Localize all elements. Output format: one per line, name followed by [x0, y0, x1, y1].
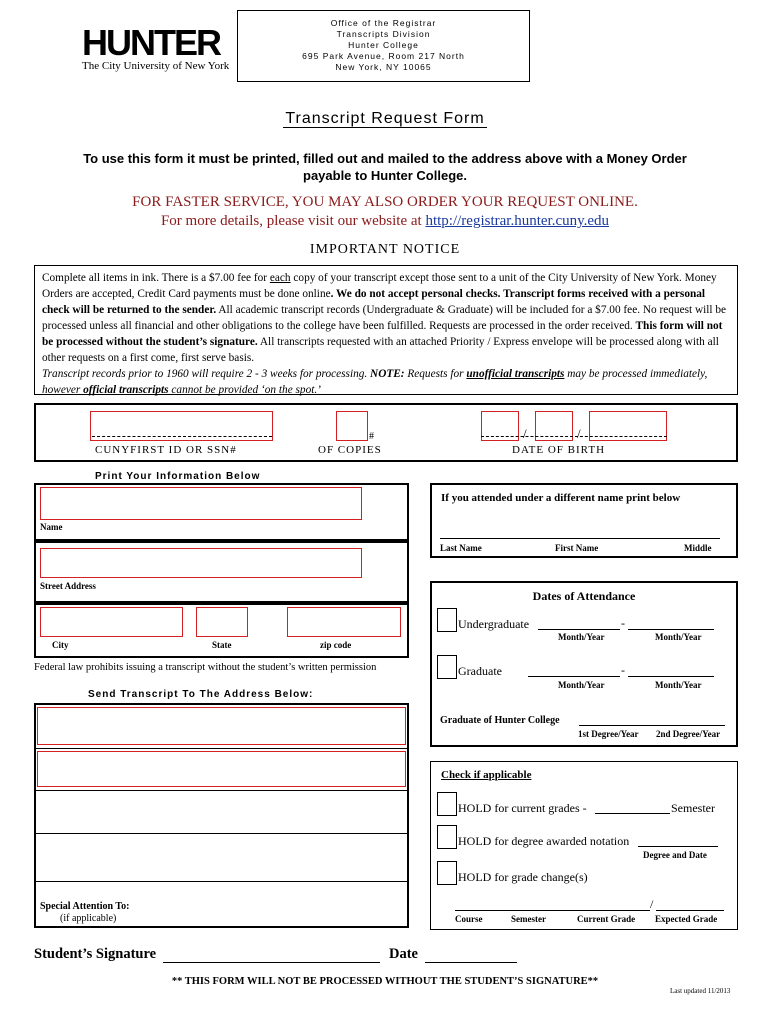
- send-row-divider: [34, 833, 409, 834]
- hold-grade-change-label: HOLD for grade change(s): [458, 870, 588, 884]
- course-label: Course: [455, 914, 483, 924]
- hold-current-grades-checkbox[interactable]: [437, 792, 457, 816]
- logo-subtitle: The City University of New York: [82, 60, 230, 72]
- address-line: New York, NY 10065: [335, 62, 432, 72]
- date-dash: -: [621, 616, 625, 630]
- undergraduate-checkbox[interactable]: [437, 608, 457, 632]
- degree-and-date-label: Degree and Date: [643, 850, 707, 860]
- second-degree-label: 2nd Degree/Year: [656, 729, 721, 739]
- recipient-line-4-input[interactable]: [37, 835, 406, 879]
- graduate-checkbox[interactable]: [437, 655, 457, 679]
- graduate-hunter-label: Graduate of Hunter College: [440, 715, 560, 726]
- zip-label: zip code: [320, 640, 352, 650]
- city-label: City: [52, 640, 69, 650]
- grad-end-line[interactable]: [628, 676, 714, 677]
- copies-input[interactable]: [336, 411, 368, 441]
- dob-slash: /: [577, 426, 581, 441]
- check-applicable-title: Check if applicable: [441, 769, 532, 781]
- different-name-heading: If you attended under a different name print below: [441, 492, 681, 504]
- last-updated: Last updated 11/2013: [670, 987, 731, 995]
- recipient-line-3-input[interactable]: [37, 792, 406, 832]
- grade-change-line-2[interactable]: [656, 910, 724, 911]
- copies-label: OF COPIES: [318, 444, 382, 456]
- copies-hash: #: [369, 431, 374, 442]
- date-dash: -: [621, 663, 625, 677]
- hold-degree-checkbox[interactable]: [437, 825, 457, 849]
- signature-warning: ** THIS FORM WILL NOT BE PROCESSED WITHOUT THE STUDENT’S SIGNATURE**: [171, 976, 599, 987]
- hold-grade-change-checkbox[interactable]: [437, 861, 457, 885]
- dob-slash: /: [523, 426, 527, 441]
- federal-law-notice: Federal law prohibits issuing a transcript without the student’s written permission: [34, 662, 377, 673]
- send-row-divider: [34, 881, 409, 882]
- faster-line-1: FOR FASTER SERVICE, YOU MAY ALSO ORDER YOUR REQUEST ONLINE.: [132, 194, 638, 210]
- send-transcript-label: Send Transcript To The Address Below:: [88, 689, 314, 700]
- first-name-label: First Name: [555, 543, 599, 553]
- state-input[interactable]: [196, 607, 248, 637]
- grade-change-line-1[interactable]: [455, 910, 650, 911]
- city-input[interactable]: [40, 607, 183, 637]
- print-info-label: Print Your Information Below: [95, 471, 261, 482]
- hold-degree-line[interactable]: [638, 846, 718, 847]
- notice-paragraph-italic: Transcript records prior to 1960 will require 2 - 3 weeks for processing. NOTE: Requests for unofficial transcripts may be processed immediately, however official transcripts cannot be provided ‘on the spot.’: [42, 368, 708, 396]
- faster-line-2: For more details, please visit our website at http://registrar.hunter.cuny.edu: [160, 213, 610, 229]
- faster-service-notice: [0, 193, 770, 231]
- semester-label: Semester: [511, 914, 546, 924]
- cunyfirst-id-underline: [92, 436, 272, 437]
- current-grade-label: Current Grade: [577, 914, 636, 924]
- month-year-label: Month/Year: [655, 680, 702, 690]
- undergrad-end-line[interactable]: [628, 629, 714, 630]
- signature-line[interactable]: [163, 962, 380, 963]
- intro-text: To use this form it must be printed, filled out and mailed to the address above with a Money Order payable to Hunter College.: [83, 151, 687, 183]
- different-name-line[interactable]: [440, 538, 720, 539]
- month-year-label: Month/Year: [655, 632, 702, 642]
- graduate-hunter-line[interactable]: [579, 725, 725, 726]
- address-line: Transcripts Division: [336, 29, 431, 39]
- last-name-label: Last Name: [440, 543, 482, 553]
- undergraduate-label: Undergraduate: [458, 617, 530, 631]
- street-address-label: Street Address: [40, 581, 96, 591]
- send-row-divider: [34, 790, 409, 791]
- important-notice-box: [34, 265, 738, 395]
- date-line[interactable]: [425, 962, 517, 963]
- zip-input[interactable]: [287, 607, 401, 637]
- street-address-input[interactable]: [40, 548, 362, 578]
- page-title: Transcript Request Form: [285, 110, 485, 127]
- month-year-label: Month/Year: [558, 680, 605, 690]
- expected-grade-label: Expected Grade: [655, 914, 718, 924]
- notice-paragraph: Complete all items in ink. There is a $7.00 fee for each copy of your transcript except those sent to a unit of the City University of New York. Money Orders are accepted, Credit Card payments must be done online. We do not accept personal checks. Transcript forms received with a personal check will be returned to the sender. All academic transcript records (Undergraduate & Graduate) will be included for a $7.00 fee. No request will be processed unless all financial and other obligations to the college have been fulfilled. Requests are processed in the order received. This form will not be processed without the student’s signature. All transcripts requested with an attached Priority / Express envelope will be processed along with all other requests on a first come, first serve basis.: [42, 272, 726, 364]
- hold-current-grades-line[interactable]: [595, 813, 670, 814]
- name-label: Name: [40, 522, 63, 532]
- semester-suffix: Semester: [671, 801, 715, 815]
- state-label: State: [212, 640, 232, 650]
- cunyfirst-id-label: CUNYFIRST ID OR SSN#: [95, 444, 237, 456]
- middle-label: Middle: [684, 543, 712, 553]
- address-line: 695 Park Avenue, Room 217 North: [302, 51, 465, 61]
- registrar-address-box: [237, 10, 530, 82]
- dob-label: DATE OF BIRTH: [512, 444, 606, 456]
- name-input[interactable]: [40, 487, 362, 520]
- grad-start-line[interactable]: [528, 676, 620, 677]
- recipient-line-1-input[interactable]: [37, 707, 406, 745]
- hunter-logo: HUNTER: [82, 22, 220, 63]
- graduate-label: Graduate: [458, 664, 502, 678]
- address-line: Hunter College: [348, 40, 419, 50]
- important-notice-title: IMPORTANT NOTICE: [309, 242, 461, 257]
- dob-underline: [481, 436, 667, 437]
- recipient-line-2-input[interactable]: [37, 751, 406, 787]
- if-applicable-label: (if applicable): [60, 913, 117, 924]
- send-row-divider: [34, 748, 409, 749]
- first-degree-label: 1st Degree/Year: [578, 729, 639, 739]
- grade-change-slash: /: [650, 897, 654, 911]
- date-label: Date: [389, 946, 418, 962]
- hold-current-grades-label: HOLD for current grades -: [458, 801, 587, 815]
- month-year-label: Month/Year: [558, 632, 605, 642]
- address-line: Office of the Registrar: [330, 18, 437, 28]
- undergrad-start-line[interactable]: [538, 629, 620, 630]
- signature-label: Student’s Signature: [34, 946, 157, 962]
- hold-degree-label: HOLD for degree awarded notation: [458, 834, 630, 848]
- special-attention-label: Special Attention To:: [40, 901, 130, 912]
- registrar-link[interactable]: http://registrar.hunter.cuny.edu: [425, 213, 610, 229]
- dates-attendance-title: Dates of Attendance: [532, 589, 636, 603]
